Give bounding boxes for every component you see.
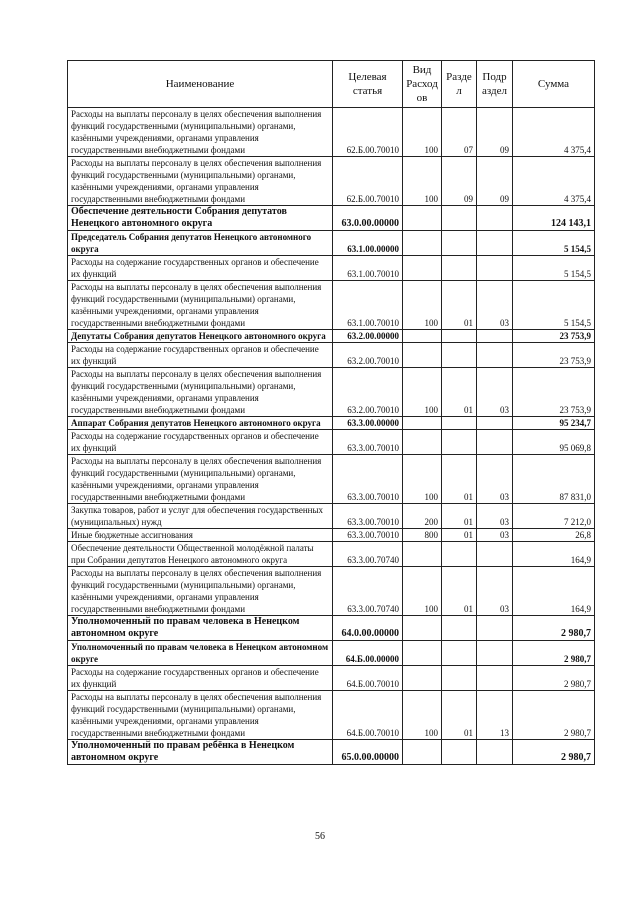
row-section-cell: [442, 330, 477, 343]
row-target-cell: 63.2.00.70010: [333, 343, 403, 368]
row-amount-cell: 95 234,7: [513, 417, 595, 430]
row-expense-type-cell: [403, 641, 442, 666]
row-name-cell: Расходы на выплаты персоналу в целях обеспечения выполнения функций государственными (муниципальными) органами, казёнными учреждениями, органами управления государственными внебюджетными фондами: [68, 281, 333, 330]
table-row: [68, 368, 595, 417]
row-section-cell: [442, 231, 477, 256]
header-name: Наименование: [68, 61, 333, 108]
row-target-cell: 62.Б.00.70010: [333, 157, 403, 206]
row-subsection-cell: 09: [477, 157, 513, 206]
row-section-cell: 01: [442, 567, 477, 616]
row-expense-type-cell: 200: [403, 504, 442, 529]
table-header-row: [68, 61, 595, 108]
row-target-cell: 65.0.00.00000: [333, 740, 403, 765]
row-subsection-cell: [477, 256, 513, 281]
row-section-cell: 01: [442, 281, 477, 330]
row-expense-type-cell: [403, 206, 442, 231]
row-subsection-cell: [477, 616, 513, 641]
row-section-cell: [442, 616, 477, 641]
row-target-cell: 64.Б.00.70010: [333, 691, 403, 740]
row-target-cell: 62.Б.00.70010: [333, 108, 403, 157]
row-section-cell: 07: [442, 108, 477, 157]
header-amount: Сумма: [513, 61, 595, 108]
header-section: Разде л: [442, 61, 477, 108]
table-row: [68, 542, 595, 567]
row-name-cell: Расходы на выплаты персоналу в целях обеспечения выполнения функций государственными (муниципальными) органами, казёнными учреждениями, органами управления государственными внебюджетными фондами: [68, 691, 333, 740]
row-subsection-cell: [477, 641, 513, 666]
row-section-cell: [442, 256, 477, 281]
row-name-cell: Расходы на содержание государственных органов и обеспечение их функций: [68, 666, 333, 691]
row-target-cell: 63.1.00.70010: [333, 281, 403, 330]
row-amount-cell: 5 154,5: [513, 256, 595, 281]
row-name-cell: Закупка товаров, работ и услуг для обеспечения государственных (муниципальных) нужд: [68, 504, 333, 529]
table-row: [68, 641, 595, 666]
table-row: [68, 529, 595, 542]
row-subsection-cell: [477, 343, 513, 368]
row-expense-type-cell: [403, 616, 442, 641]
row-subsection-cell: [477, 206, 513, 231]
row-target-cell: 63.3.00.70010: [333, 529, 403, 542]
row-section-cell: [442, 206, 477, 231]
table-row: [68, 740, 595, 765]
table-row: [68, 666, 595, 691]
table-row: [68, 108, 595, 157]
row-subsection-cell: 03: [477, 368, 513, 417]
row-amount-cell: 2 980,7: [513, 691, 595, 740]
row-amount-cell: 23 753,9: [513, 330, 595, 343]
table-row: [68, 504, 595, 529]
row-name-cell: Обеспечение деятельности Общественной молодёжной палаты при Собрании депутатов Ненецкого автономного округа: [68, 542, 333, 567]
row-section-cell: 01: [442, 691, 477, 740]
row-expense-type-cell: [403, 430, 442, 455]
row-target-cell: 63.3.00.70010: [333, 430, 403, 455]
row-expense-type-cell: [403, 343, 442, 368]
row-section-cell: 01: [442, 504, 477, 529]
table-row: [68, 343, 595, 368]
row-expense-type-cell: 100: [403, 108, 442, 157]
table-body: [68, 108, 595, 765]
row-section-cell: [442, 666, 477, 691]
row-name-cell: Председатель Собрания депутатов Ненецкого автономного округа: [68, 231, 333, 256]
table-row: [68, 691, 595, 740]
row-expense-type-cell: [403, 231, 442, 256]
row-amount-cell: 5 154,5: [513, 231, 595, 256]
row-section-cell: [442, 542, 477, 567]
row-section-cell: 01: [442, 529, 477, 542]
row-amount-cell: 2 980,7: [513, 641, 595, 666]
row-section-cell: 09: [442, 157, 477, 206]
row-expense-type-cell: [403, 666, 442, 691]
table-row: [68, 256, 595, 281]
row-section-cell: [442, 641, 477, 666]
row-target-cell: 63.2.00.00000: [333, 330, 403, 343]
row-name-cell: Расходы на выплаты персоналу в целях обеспечения выполнения функций государственными (муниципальными) органами, казёнными учреждениями, органами управления государственными внебюджетными фондами: [68, 368, 333, 417]
row-target-cell: 63.3.00.70010: [333, 504, 403, 529]
header-expense-type: Вид Расход ов: [403, 61, 442, 108]
row-expense-type-cell: 100: [403, 157, 442, 206]
row-amount-cell: 23 753,9: [513, 343, 595, 368]
row-name-cell: Расходы на выплаты персоналу в целях обеспечения выполнения функций государственными (муниципальными) органами, казёнными учреждениями, органами управления государственными внебюджетными фондами: [68, 108, 333, 157]
row-amount-cell: 4 375,4: [513, 108, 595, 157]
row-name-cell: Аппарат Собрания депутатов Ненецкого автономного округа: [68, 417, 333, 430]
row-name-cell: Расходы на выплаты персоналу в целях обеспечения выполнения функций государственными (муниципальными) органами, казёнными учреждениями, органами управления государственными внебюджетными фондами: [68, 157, 333, 206]
row-name-cell: Уполномоченный по правам человека в Ненецком автономном округе: [68, 616, 333, 641]
header-subsection: Подр аздел: [477, 61, 513, 108]
row-subsection-cell: [477, 417, 513, 430]
row-section-cell: [442, 430, 477, 455]
table-row: [68, 430, 595, 455]
row-subsection-cell: 03: [477, 529, 513, 542]
row-section-cell: 01: [442, 368, 477, 417]
row-expense-type-cell: 100: [403, 567, 442, 616]
row-subsection-cell: [477, 740, 513, 765]
row-name-cell: Расходы на выплаты персоналу в целях обеспечения выполнения функций государственными (муниципальными) органами, казёнными учреждениями, органами управления государственными внебюджетными фондами: [68, 455, 333, 504]
row-target-cell: 63.1.00.00000: [333, 231, 403, 256]
table-row: [68, 231, 595, 256]
row-expense-type-cell: 100: [403, 368, 442, 417]
row-name-cell: Расходы на выплаты персоналу в целях обеспечения выполнения функций государственными (муниципальными) органами, казёнными учреждениями, органами управления государственными внебюджетными фондами: [68, 567, 333, 616]
row-name-cell: Уполномоченный по правам ребёнка в Ненецком автономном округе: [68, 740, 333, 765]
row-subsection-cell: [477, 430, 513, 455]
row-expense-type-cell: [403, 256, 442, 281]
row-expense-type-cell: [403, 417, 442, 430]
row-target-cell: 64.Б.00.70010: [333, 666, 403, 691]
table-row: [68, 417, 595, 430]
row-subsection-cell: [477, 542, 513, 567]
row-expense-type-cell: [403, 740, 442, 765]
table-row: [68, 330, 595, 343]
row-expense-type-cell: [403, 330, 442, 343]
row-section-cell: [442, 740, 477, 765]
table-row: [68, 455, 595, 504]
table-row: [68, 616, 595, 641]
row-expense-type-cell: [403, 542, 442, 567]
row-amount-cell: 2 980,7: [513, 740, 595, 765]
row-subsection-cell: 03: [477, 455, 513, 504]
row-target-cell: 64.0.00.00000: [333, 616, 403, 641]
row-name-cell: Расходы на содержание государственных органов и обеспечение их функций: [68, 343, 333, 368]
row-subsection-cell: [477, 330, 513, 343]
row-target-cell: 63.1.00.70010: [333, 256, 403, 281]
table-row: [68, 206, 595, 231]
row-amount-cell: 4 375,4: [513, 157, 595, 206]
header-target-article: Целевая статья: [333, 61, 403, 108]
row-expense-type-cell: 800: [403, 529, 442, 542]
table-row: [68, 567, 595, 616]
row-amount-cell: 2 980,7: [513, 616, 595, 641]
budget-table: [67, 60, 595, 765]
row-name-cell: Расходы на содержание государственных органов и обеспечение их функций: [68, 430, 333, 455]
row-target-cell: 63.3.00.70740: [333, 567, 403, 616]
row-amount-cell: 87 831,0: [513, 455, 595, 504]
row-amount-cell: 124 143,1: [513, 206, 595, 231]
row-target-cell: 63.2.00.70010: [333, 368, 403, 417]
row-expense-type-cell: 100: [403, 281, 442, 330]
row-amount-cell: 26,8: [513, 529, 595, 542]
row-target-cell: 63.3.00.00000: [333, 417, 403, 430]
row-section-cell: 01: [442, 455, 477, 504]
row-amount-cell: 23 753,9: [513, 368, 595, 417]
page-number: 56: [315, 831, 325, 842]
row-expense-type-cell: 100: [403, 455, 442, 504]
row-subsection-cell: [477, 231, 513, 256]
row-amount-cell: 2 980,7: [513, 666, 595, 691]
table-row: [68, 281, 595, 330]
row-subsection-cell: 03: [477, 567, 513, 616]
row-target-cell: 64.Б.00.00000: [333, 641, 403, 666]
row-amount-cell: 5 154,5: [513, 281, 595, 330]
row-name-cell: Депутаты Собрания депутатов Ненецкого автономного округа: [68, 330, 333, 343]
row-target-cell: 63.3.00.70010: [333, 455, 403, 504]
row-target-cell: 63.3.00.70740: [333, 542, 403, 567]
row-subsection-cell: 09: [477, 108, 513, 157]
row-target-cell: 63.0.00.00000: [333, 206, 403, 231]
row-name-cell: Обеспечение деятельности Собрания депутатов Ненецкого автономного округа: [68, 206, 333, 231]
row-name-cell: Уполномоченный по правам человека в Ненецком автономном округе: [68, 641, 333, 666]
row-expense-type-cell: 100: [403, 691, 442, 740]
row-section-cell: [442, 343, 477, 368]
row-subsection-cell: 03: [477, 281, 513, 330]
row-name-cell: Иные бюджетные ассигнования: [68, 529, 333, 542]
table-row: [68, 157, 595, 206]
row-amount-cell: 7 212,0: [513, 504, 595, 529]
row-subsection-cell: 03: [477, 504, 513, 529]
row-amount-cell: 164,9: [513, 567, 595, 616]
row-amount-cell: 95 069,8: [513, 430, 595, 455]
row-subsection-cell: 13: [477, 691, 513, 740]
row-section-cell: [442, 417, 477, 430]
row-subsection-cell: [477, 666, 513, 691]
row-amount-cell: 164,9: [513, 542, 595, 567]
row-name-cell: Расходы на содержание государственных органов и обеспечение их функций: [68, 256, 333, 281]
